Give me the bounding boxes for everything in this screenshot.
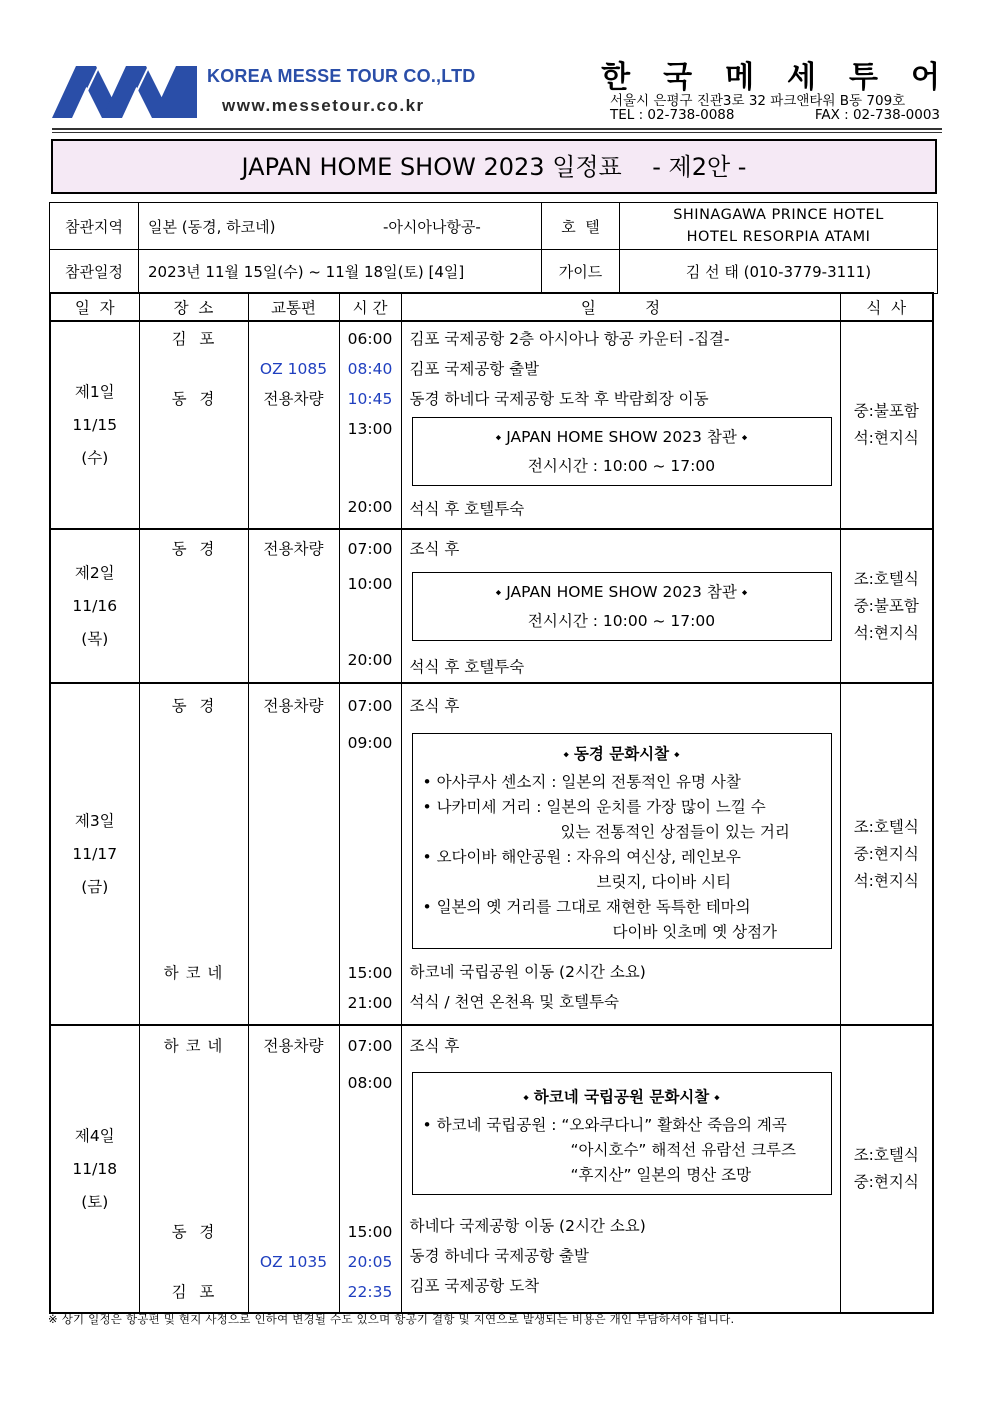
schedule-item: 석식 후 호텔투숙 <box>409 500 525 518</box>
day-number: 제3일 <box>74 811 115 830</box>
meal-cell <box>840 529 933 683</box>
schedule-cell <box>401 683 840 1025</box>
event-detail: • 일본의 옛 거리를 그대로 재현한 독특한 테마의 <box>422 898 751 916</box>
meal: 조:호텔식 <box>853 1146 919 1164</box>
diamond-icon: ⬩ <box>736 583 748 601</box>
event-hours: 전시시간 : 10:00 ~ 17:00 <box>527 612 716 630</box>
time: 08:40 <box>347 360 393 378</box>
event-detail: 다이바 잇초메 옛 상점가 <box>612 923 778 941</box>
diamond-icon: ⬩ <box>563 745 574 763</box>
transport: 전용차량 <box>263 390 324 408</box>
meal-cell <box>840 683 933 1025</box>
event-box <box>412 417 832 486</box>
schedule-item: 동경 하네다 국제공항 출발 <box>409 1247 589 1265</box>
time: 10:00 <box>347 575 393 593</box>
time: 07:00 <box>347 540 393 558</box>
company-logo-icon <box>52 66 197 118</box>
transport-cell <box>248 529 339 683</box>
airline: -아시아나항공- <box>383 218 481 236</box>
time: 20:00 <box>347 651 393 669</box>
transport: 전용차량 <box>263 540 324 558</box>
dates-value: 2023년 11월 15일(수) ~ 11월 18일(토) [4일] <box>139 250 542 294</box>
event-detail: • 오다이바 해안공원 : 자유의 여신상, 레인보우 <box>422 848 741 866</box>
meal-cell <box>840 1025 933 1313</box>
guide-label: 가이드 <box>542 250 620 294</box>
event-detail: 브릿지, 다이바 시티 <box>596 873 732 891</box>
day-number: 제2일 <box>74 563 115 582</box>
col-header: 식 사 <box>840 293 933 321</box>
event-detail: “아시호수” 해적선 유람선 크루즈 <box>570 1141 796 1159</box>
place-cell <box>139 529 248 683</box>
col-header: 교통편 <box>248 293 339 321</box>
region-cell <box>139 203 542 250</box>
day-weekday: (수) <box>81 448 109 467</box>
day-weekday: (목) <box>81 629 109 648</box>
hotel-1: SHINAGAWA PRINCE HOTEL <box>673 207 884 223</box>
time: 15:00 <box>347 964 393 982</box>
divider <box>52 128 942 130</box>
time: 09:00 <box>347 734 393 752</box>
company-name-en: KOREA MESSE TOUR CO.,LTD <box>207 66 476 86</box>
event-box <box>412 572 832 641</box>
schedule-item: 조식 후 <box>409 697 460 715</box>
meal: 조:호텔식 <box>853 817 919 836</box>
day-weekday: (금) <box>81 877 109 896</box>
col-header: 일 정 <box>401 293 840 321</box>
schedule-cell <box>401 321 840 529</box>
day-cell <box>50 321 139 529</box>
time: 22:35 <box>347 1283 393 1301</box>
time: 07:00 <box>347 1037 393 1055</box>
company-url[interactable]: www.messetour.co.kr <box>222 96 425 115</box>
schedule-item: 하네다 국제공항 이동 (2시간 소요) <box>409 1217 646 1235</box>
trip-info-table <box>49 202 938 294</box>
time: 20:05 <box>347 1253 393 1271</box>
col-header: 일 자 <box>50 293 139 321</box>
flight-number: OZ 1085 <box>259 360 328 378</box>
footnote: ※ 상기 일정은 항공편 및 현지 사정으로 인하여 변경될 수도 있으며 항공기 결항 및 지연으로 발생되는 비용은 개인 부담하셔야 됩니다. <box>48 1312 735 1326</box>
time-cell <box>339 321 401 529</box>
day-cell <box>50 529 139 683</box>
company-name-kr: 한국메세투어 <box>601 60 973 95</box>
place: 김 포 <box>171 330 216 348</box>
diamond-icon: ⬩ <box>669 745 680 763</box>
schedule-item: 석식 / 천연 온천욕 및 호텔투숙 <box>409 993 620 1011</box>
event-title: 하코네 국립공원 문화시찰 <box>533 1088 710 1106</box>
transport: 전용차량 <box>263 697 324 715</box>
event-box <box>412 1072 832 1195</box>
schedule-cell <box>401 1025 840 1313</box>
company-tel: TEL : 02-738-0088 <box>610 107 735 123</box>
meal: 중:불포함 <box>853 596 919 615</box>
time: 07:00 <box>347 697 393 715</box>
day-date: 11/18 <box>72 1159 118 1178</box>
region-value: 일본 (동경, 하코네) <box>148 217 276 236</box>
schedule-item: 김포 국제공항 2층 아시아나 항공 카운터 -집결- <box>409 330 730 348</box>
place-cell <box>139 321 248 529</box>
table-row <box>50 321 933 529</box>
day-cell <box>50 683 139 1025</box>
day-date: 11/15 <box>72 415 118 434</box>
time: 15:00 <box>347 1223 393 1241</box>
col-header: 장 소 <box>139 293 248 321</box>
itinerary-table <box>49 292 934 1314</box>
company-address: 서울시 은평구 진관3로 32 파크앤타워 B동 709호 <box>610 93 906 109</box>
transport: 전용차량 <box>263 1037 324 1055</box>
diamond-icon: ⬩ <box>495 583 507 601</box>
company-fax: FAX : 02-738-0003 <box>814 107 940 123</box>
transport-cell <box>248 1025 339 1313</box>
place: 하 코 네 <box>163 1037 224 1055</box>
meal: 중:현지식 <box>853 844 919 863</box>
table-row <box>50 529 933 683</box>
time: 20:00 <box>347 498 393 516</box>
dates-label: 참관일정 <box>50 250 139 294</box>
event-title: 동경 문화시찰 <box>573 745 670 763</box>
time: 06:00 <box>347 330 393 348</box>
schedule-item: 김포 국제공항 도착 <box>409 1277 540 1295</box>
diamond-icon: ⬩ <box>709 1088 720 1106</box>
event-detail: • 아사쿠사 센소지 : 일본의 전통적인 유명 사찰 <box>422 773 741 791</box>
hotel-cell <box>620 203 938 250</box>
event-detail: • 나카미세 거리 : 일본의 운치를 가장 많이 느낄 수 <box>422 798 766 816</box>
schedule-cell <box>401 529 840 683</box>
diamond-icon: ⬩ <box>523 1088 534 1106</box>
meal: 중:불포함 <box>853 402 919 420</box>
time-cell <box>339 529 401 683</box>
event-hours: 전시시간 : 10:00 ~ 17:00 <box>527 457 716 475</box>
time-cell <box>339 1025 401 1313</box>
place: 김 포 <box>171 1283 216 1301</box>
schedule-item: 석식 후 호텔투숙 <box>409 658 525 676</box>
place-cell <box>139 1025 248 1313</box>
place <box>140 354 248 384</box>
hotel-2: HOTEL RESORPIA ATAMI <box>686 229 871 245</box>
schedule-item: 김포 국제공항 출발 <box>409 360 540 378</box>
schedule-item: 조식 후 <box>409 1037 460 1055</box>
day-number: 제1일 <box>74 382 115 401</box>
schedule-item: 동경 하네다 국제공항 도착 후 박람회장 이동 <box>409 390 709 408</box>
day-number: 제4일 <box>74 1126 115 1145</box>
col-header: 시 간 <box>339 293 401 321</box>
time: 10:45 <box>347 390 393 408</box>
place: 동 경 <box>171 540 216 558</box>
schedule-item: 하코네 국립공원 이동 (2시간 소요) <box>409 963 646 981</box>
letterhead <box>0 0 992 135</box>
place: 하 코 네 <box>163 964 224 982</box>
place: 동 경 <box>171 697 216 715</box>
guide-value: 김 선 태 (010-3779-3111) <box>620 250 938 294</box>
transport-cell <box>248 321 339 529</box>
time: 13:00 <box>347 420 393 438</box>
diamond-icon: ⬩ <box>736 428 748 446</box>
event-box <box>412 733 832 949</box>
event-detail: “후지산” 일본의 명산 조망 <box>570 1166 752 1184</box>
meal: 중:현지식 <box>853 1173 919 1191</box>
day-cell <box>50 1025 139 1313</box>
time: 08:00 <box>347 1074 393 1092</box>
time-cell <box>339 683 401 1025</box>
table-row <box>50 683 933 1025</box>
day-date: 11/16 <box>72 596 118 615</box>
event-detail: • 하코네 국립공원 : “오와쿠다니” 활화산 죽음의 계곡 <box>422 1116 787 1134</box>
place: 동 경 <box>171 1223 216 1241</box>
meal: 석:현지식 <box>853 429 919 447</box>
event-title: JAPAN HOME SHOW 2023 참관 <box>506 583 737 601</box>
day-weekday: (토) <box>81 1192 109 1211</box>
flight-number: OZ 1035 <box>259 1253 328 1271</box>
meal: 석:현지식 <box>853 623 919 642</box>
page-title: JAPAN HOME SHOW 2023 일정표 - 제2안 - <box>51 139 937 194</box>
meal: 조:호텔식 <box>853 569 919 588</box>
event-title: JAPAN HOME SHOW 2023 참관 <box>506 428 737 446</box>
event-detail: 있는 전통적인 상점들이 있는 거리 <box>560 823 790 841</box>
hotel-label: 호 텔 <box>542 203 620 250</box>
meal: 석:현지식 <box>853 871 919 890</box>
transport <box>249 324 339 354</box>
time: 21:00 <box>347 994 393 1012</box>
table-row <box>50 1025 933 1313</box>
divider <box>52 132 942 133</box>
place-cell <box>139 683 248 1025</box>
day-date: 11/17 <box>72 844 118 863</box>
diamond-icon: ⬩ <box>495 428 507 446</box>
transport-cell <box>248 683 339 1025</box>
schedule-item: 조식 후 <box>409 540 460 558</box>
meal-cell <box>840 321 933 529</box>
place: 동 경 <box>171 390 216 408</box>
region-label: 참관지역 <box>50 203 139 250</box>
